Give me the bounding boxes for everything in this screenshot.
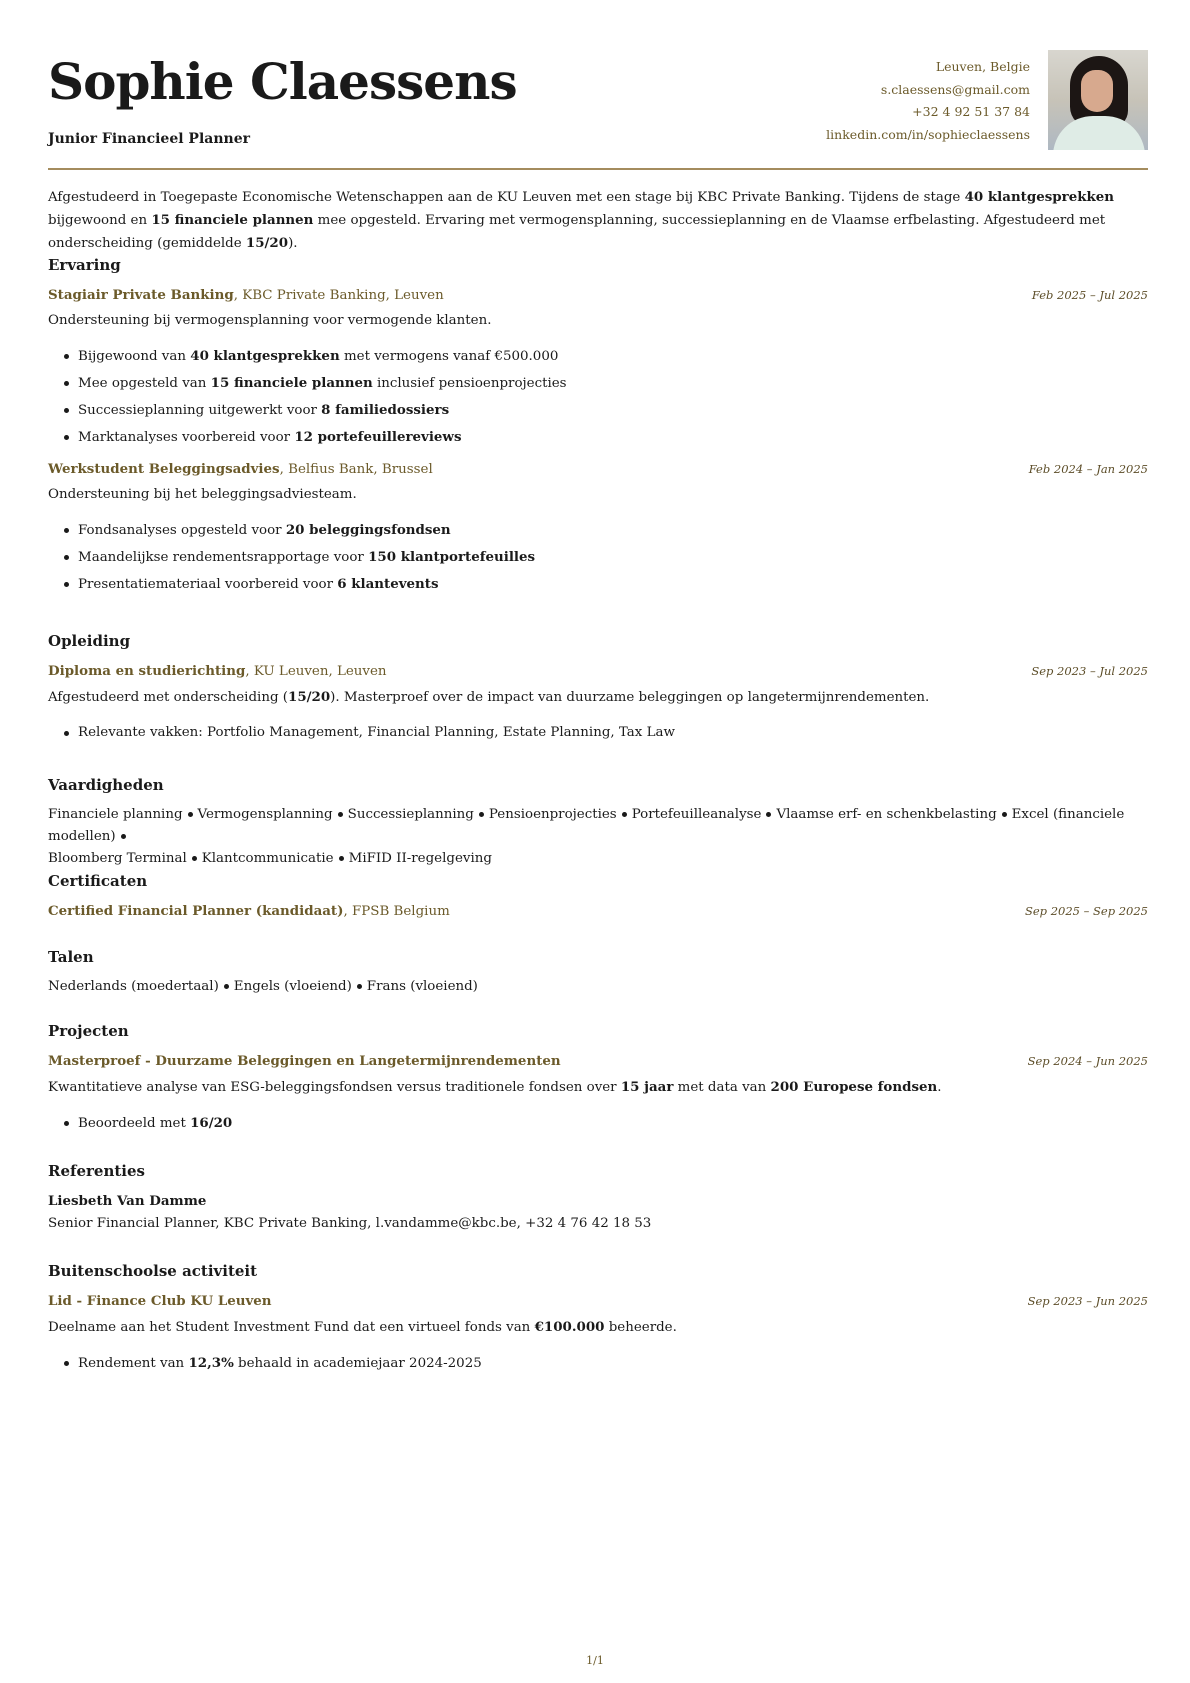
bullet-item: Successieplanning uitgewerkt voor 8 familiedossiers [48, 397, 1148, 424]
contact-block [826, 56, 1030, 146]
section-certificates [48, 872, 1148, 923]
bullet-dot-icon [224, 984, 229, 989]
entry-role: Stagiair Private Banking [48, 287, 234, 303]
candidate-name: Sophie Claessens [48, 52, 517, 111]
entry-header [48, 663, 1148, 683]
entry-bullets [48, 1110, 1148, 1137]
summary-text: Afgestudeerd in Toegepaste Economische Wetenschappen aan de KU Leuven met een stage bij KBC Private Banking. Tijdens de stage [48, 190, 965, 205]
entry-date: Sep 2024 – Jun 2025 [1027, 1054, 1148, 1068]
bullet-item: Rendement van 12,3% behaald in academiejaar 2024-2025 [48, 1350, 1148, 1377]
language-item: Engels (vloeiend) [233, 979, 352, 994]
skill-item: Bloomberg Terminal [48, 851, 187, 866]
contact-phone[interactable]: +32 4 92 51 37 84 [912, 104, 1030, 119]
section-title: Referenties [48, 1162, 145, 1180]
entry-date: Feb 2024 – Jan 2025 [1028, 462, 1148, 476]
entry-role: Werkstudent Beleggingsadvies [48, 461, 280, 477]
bullet-item: Beoordeeld met 16/20 [48, 1110, 1148, 1137]
summary-text: mee opgesteld. Ervaring met vermogensplanning, successieplanning en de Vlaamse erfbelasting. Afgestudeerd met onderscheiding (gemiddelde [48, 213, 1106, 251]
language-item: Frans (vloeiend) [366, 979, 478, 994]
bullet-dot-icon [1002, 812, 1007, 817]
skill-item: Financiele planning [48, 807, 183, 822]
entry-org: , FPSB Belgium [343, 904, 450, 919]
entry-header [48, 287, 1148, 307]
skill-item: Vlaamse erf- en schenkbelasting [776, 807, 997, 822]
bullet-item: Relevante vakken: Portfolio Management, Financial Planning, Estate Planning, Tax Law [48, 720, 1148, 746]
section-title: Projecten [48, 1022, 129, 1040]
entry-header [48, 1053, 1148, 1073]
section-title: Opleiding [48, 632, 131, 650]
entry-bullets [48, 720, 1148, 746]
skill-item: Klantcommunicatie [201, 851, 334, 866]
reference-details: Senior Financial Planner, KBC Private Banking, l.vandamme@kbc.be, +32 4 76 42 18 53 [48, 1216, 652, 1231]
entry-description: Deelname aan het Student Investment Fund dat een virtueel fonds van €100.000 beheerde. [48, 1319, 677, 1335]
entry-description: Ondersteuning bij het beleggingsadviesteam. [48, 487, 357, 502]
section-projects [48, 1022, 1148, 1137]
entry-org: , Belfius Bank, Brussel [279, 462, 433, 477]
entry-header [48, 461, 1148, 481]
entry-date: Sep 2025 – Sep 2025 [1025, 904, 1148, 918]
bullet-dot-icon [188, 812, 193, 817]
photo-body-shape [1053, 116, 1145, 150]
skill-item: MiFID II-regelgeving [348, 851, 492, 866]
skill-item: Vermogensplanning [197, 807, 333, 822]
skill-item: Successieplanning [347, 807, 474, 822]
contact-email[interactable]: s.claessens@gmail.com [880, 81, 1030, 97]
resume-page [48, 0, 1148, 1371]
contact-linkedin[interactable]: linkedin.com/in/sophieclaessens [826, 126, 1030, 142]
bullet-item: Fondsanalyses opgesteld voor 20 beleggingsfondsen [48, 517, 1148, 544]
summary-highlight: 40 klantgesprekken [964, 189, 1115, 205]
languages-list [48, 976, 1148, 998]
profile-photo [1048, 50, 1148, 150]
entry-date: Sep 2023 – Jul 2025 [1031, 664, 1148, 678]
entry-bullets [48, 343, 1148, 451]
header-divider [48, 168, 1148, 170]
skills-list [48, 804, 1148, 870]
language-item: Nederlands (moedertaal) [48, 979, 219, 994]
bullet-dot-icon [622, 812, 627, 817]
summary [48, 186, 1148, 255]
section-skills [48, 776, 1148, 870]
entry-role: Masterproef - Duurzame Beleggingen en Langetermijnrendementen [48, 1053, 561, 1069]
education-entry [48, 663, 1148, 746]
contact-location: Leuven, Belgie [935, 59, 1030, 74]
bullet-item: Mee opgesteld van 15 financiele plannen inclusief pensioenprojecties [48, 370, 1148, 397]
experience-entry [48, 287, 1148, 451]
section-education [48, 632, 1148, 746]
bullet-item: Maandelijkse rendementsrapportage voor 150 klantportefeuilles [48, 544, 1148, 571]
summary-highlight: 15/20 [245, 235, 289, 251]
section-languages [48, 948, 1148, 998]
reference-name: Liesbeth Van Damme [48, 1193, 207, 1209]
bullet-item: Bijgewoond van 40 klantgesprekken met vermogens vanaf €500.000 [48, 343, 1148, 370]
section-experience [48, 256, 1148, 598]
summary-highlight: 15 financiele plannen [151, 212, 314, 228]
entry-role: Certified Financial Planner (kandidaat) [48, 903, 344, 919]
entry-bullets [48, 1350, 1148, 1377]
section-title: Ervaring [48, 256, 121, 274]
bullet-item: Marktanalyses voorbereid voor 12 portefeuillereviews [48, 424, 1148, 451]
bullet-dot-icon [357, 984, 362, 989]
summary-text: ). [288, 236, 298, 251]
entry-description: Afgestudeerd met onderscheiding (15/20). Masterproef over de impact van duurzame beleggingen op langetermijnrendementen. [48, 689, 930, 705]
photo-face-shape [1081, 70, 1113, 112]
entry-date: Feb 2025 – Jul 2025 [1031, 288, 1148, 302]
skill-item: Excel (financiele modellen) [48, 807, 1125, 844]
entry-role: Lid - Finance Club KU Leuven [48, 1293, 272, 1309]
skill-item: Pensioenprojecties [488, 807, 617, 822]
bullet-dot-icon [121, 834, 126, 839]
entry-description: Kwantitatieve analyse van ESG-beleggingsfondsen versus traditionele fondsen over 15 jaar met data van 200 Europese fondsen. [48, 1079, 942, 1095]
entry-role: Diploma en studierichting [48, 663, 246, 679]
bullet-dot-icon [339, 856, 344, 861]
entry-bullets [48, 517, 1148, 598]
summary-text: bijgewoond en [48, 213, 152, 228]
job-title: Junior Financieel Planner [48, 131, 250, 147]
section-title: Buitenschoolse activiteit [48, 1262, 258, 1280]
section-extracurricular [48, 1262, 1148, 1377]
entry-date: Sep 2023 – Jun 2025 [1027, 1294, 1148, 1308]
project-entry [48, 1053, 1148, 1137]
page-number: 1/1 [586, 1654, 604, 1667]
bullet-dot-icon [766, 812, 771, 817]
resume-header [48, 0, 1148, 170]
entry-org: , KU Leuven, Leuven [245, 664, 387, 679]
entry-description: Ondersteuning bij vermogensplanning voor vermogende klanten. [48, 313, 492, 328]
bullet-dot-icon [479, 812, 484, 817]
entry-org: , KBC Private Banking, Leuven [233, 288, 444, 303]
section-title: Talen [48, 948, 94, 966]
activity-entry [48, 1293, 1148, 1377]
section-references [48, 1162, 1148, 1234]
section-title: Vaardigheden [48, 776, 164, 794]
certificate-entry [48, 903, 1148, 923]
section-title: Certificaten [48, 872, 148, 890]
bullet-dot-icon [192, 856, 197, 861]
bullet-dot-icon [338, 812, 343, 817]
experience-entry [48, 461, 1148, 598]
entry-header [48, 1293, 1148, 1313]
skill-item: Portefeuilleanalyse [631, 807, 762, 822]
bullet-item: Presentatiemateriaal voorbereid voor 6 klantevents [48, 571, 1148, 598]
